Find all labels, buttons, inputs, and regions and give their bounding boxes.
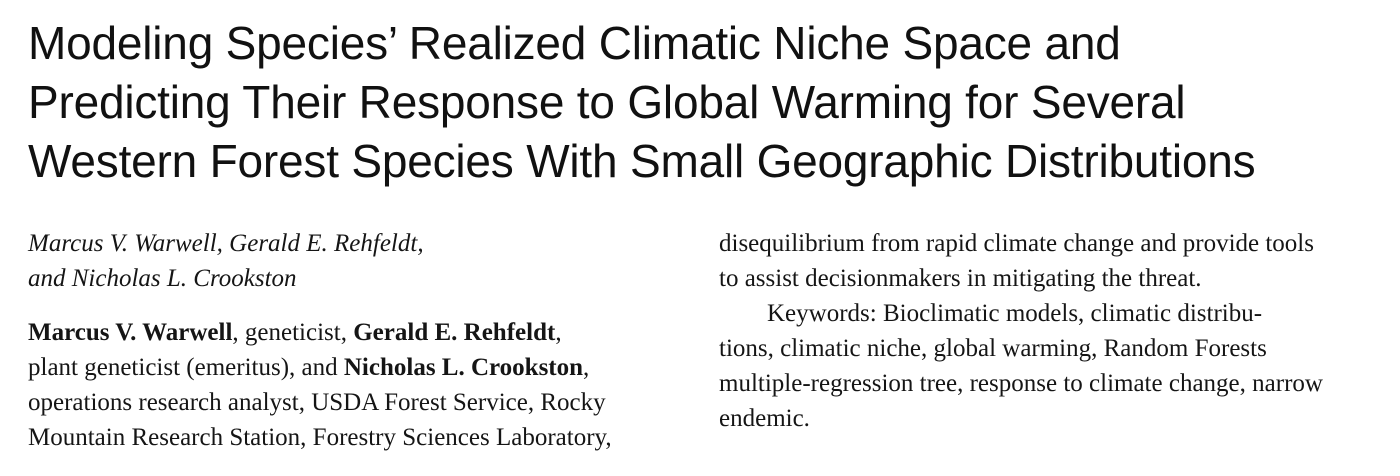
author-byline — [28, 226, 688, 296]
abstract-line: disequilibrium from rapid climate change and provide tools — [719, 230, 1314, 257]
title-line: Modeling Species’ Realized Climatic Niche Space and — [28, 17, 1121, 69]
author-name: Nicholas L. Crookston — [343, 354, 584, 381]
keywords-line: Keywords: Bioclimatic models, climatic distribu- — [767, 300, 1263, 327]
author-role: , — [555, 319, 562, 346]
paper-title — [28, 14, 1388, 191]
author-affiliation — [28, 315, 688, 455]
title-line: Predicting Their Response to Global Warming for Several — [28, 76, 1186, 128]
title-line: Western Forest Species With Small Geographic Distributions — [28, 135, 1256, 187]
left-column — [28, 226, 688, 455]
right-column — [719, 226, 1399, 436]
author-line: Marcus V. Warwell, Gerald E. Rehfeldt, — [28, 230, 424, 257]
affiliation-line: operations research analyst, USDA Forest Service, Rocky — [28, 389, 606, 416]
keywords-line: multiple-regression tree, response to climate change, narrow — [719, 370, 1323, 397]
keywords-line: endemic. — [719, 405, 810, 432]
author-role: , geneticist, — [232, 319, 354, 346]
author-name: Gerald E. Rehfeldt — [353, 319, 556, 346]
author-role: , — [583, 354, 590, 381]
abstract-conclusion — [719, 226, 1399, 296]
affiliation-line — [28, 350, 688, 385]
author-line: and Nicholas L. Crookston — [28, 265, 297, 292]
author-name: Marcus V. Warwell — [28, 319, 233, 346]
abstract-line: to assist decisionmakers in mitigating the threat. — [719, 265, 1202, 292]
keywords-paragraph — [719, 296, 1399, 436]
keywords-line: tions, climatic niche, global warming, Random Forests — [719, 335, 1267, 362]
affiliation-line: Mountain Research Station, Forestry Sciences Laboratory, — [28, 424, 612, 451]
affiliation-line — [28, 315, 688, 350]
author-role: plant geneticist (emeritus), and — [28, 354, 344, 381]
